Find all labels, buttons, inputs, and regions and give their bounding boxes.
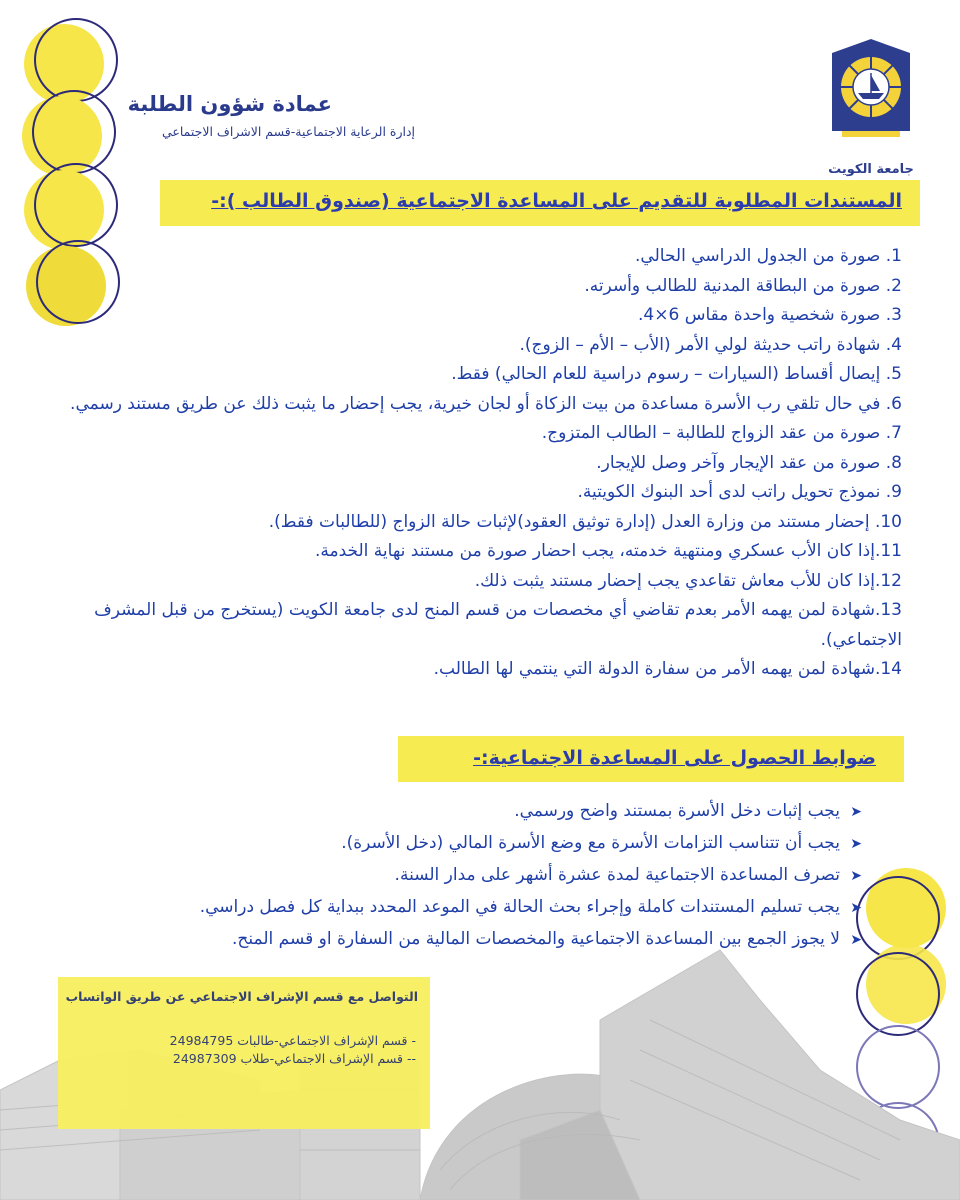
decor-ring [32,90,116,174]
university-name-ar: جامعة الكويت [828,162,914,177]
list-item: 11.إذا كان الأب عسكري ومنتهية خدمته، يجب احضار صورة من مستند نهاية الخدمة. [314,541,902,561]
dean-title: عمادة شؤون الطلبة [127,92,332,116]
list-item [62,828,862,860]
rule-text: لا يجوز الجمع بين المساعدة الاجتماعية والمخصصات المالية من السفارة او قسم المنح. [232,929,840,949]
list-item: 10. إحضار مستند من وزارة العدل (إدارة توثيق العقود)لإثبات حالة الزواج (للطالبات فقط). [268,511,902,532]
rules-heading: ضوابط الحصول على المساعدة الاجتماعية:- [473,747,876,769]
list-item: 2. صورة من البطاقة المدنية للطالب وأسرته. [584,275,902,296]
list-item: 12.إذا كان للأب معاش تقاعدي يجب إحضار مستند يثبت ذلك. [474,570,902,591]
arrow-bullet-icon: ➤ [850,836,862,852]
arrow-bullet-icon: ➤ [850,900,862,916]
list-item: 5. إيصال أقساط (السيارات – رسوم دراسية للعام الحالي) فقط. [451,364,902,384]
contact-box [58,977,430,1129]
university-emblem-icon [824,35,918,157]
contact-title: التواصل مع قسم الإشراف الاجتماعي عن طريق الواتساب [65,989,418,1004]
list-item: 8. صورة من عقد الإيجار وآخر وصل للإيجار. [596,452,902,473]
list-item: 3. صورة شخصية واحدة مقاس 6×4. [637,305,902,325]
rule-text: تصرف المساعدة الاجتماعية لمدة عشرة أشهر على مدار السنة. [394,865,840,885]
rule-text: يجب أن تتناسب التزامات الأسرة مع وضع الأسرة المالي (دخل الأسرة). [341,833,840,853]
list-item [62,924,862,956]
list-item: 1. صورة من الجدول الدراسي الحالي. [635,246,902,266]
list-item: 9. نموذج تحويل راتب لدى أحد البنوك الكويتية. [577,482,902,502]
rule-text: يجب تسليم المستندات كاملة وإجراء بحث الحالة في الموعد المحدد ببداية كل فصل دراسي. [199,897,840,917]
decor-ring [34,163,118,247]
list-item [62,892,862,924]
dean-subtitle: إدارة الرعاية الاجتماعية-قسم الاشراف الاجتماعي [161,124,415,139]
arrow-bullet-icon: ➤ [850,932,862,948]
list-item [62,860,862,892]
arrow-bullet-icon: ➤ [850,868,862,884]
requirements-heading: المستندات المطلوبة للتقديم على المساعدة الاجتماعية (صندوق الطالب ):- [211,190,902,212]
contact-line-male: -- قسم الإشراف الاجتماعي-طلاب 24987309 [172,1051,416,1066]
list-item: 7. صورة من عقد الزواج للطالبة – الطالب المتزوج. [541,423,902,443]
university-logo [824,35,918,177]
rules-list [62,796,862,956]
contact-line-female: - قسم الإشراف الاجتماعي-طالبات 24984795 [169,1033,416,1048]
list-item: 6. في حال تلقي رب الأسرة مساعدة من بيت الزكاة أو لجان خيرية، يجب إحضار ما يثبت ذلك عن طريق مستند رسمي. [70,393,902,414]
list-item: 4. شهادة راتب حديثة لولي الأمر (الأب – الأم – الزوج). [519,334,902,355]
arrow-bullet-icon: ➤ [850,804,862,820]
list-item: 13.شهادة لمن يهمه الأمر بعدم تقاضي أي مخصصات من قسم المنح لدى جامعة الكويت (يستخرج من قبل المشرف الاجتماعي). [94,600,902,650]
list-item: 14.شهادة لمن يهمه الأمر من سفارة الدولة التي ينتمي لها الطالب. [433,659,902,679]
rule-text: يجب إثبات دخل الأسرة بمستند واضح ورسمي. [514,801,840,821]
list-item [62,796,862,828]
requirements-list [52,242,902,685]
